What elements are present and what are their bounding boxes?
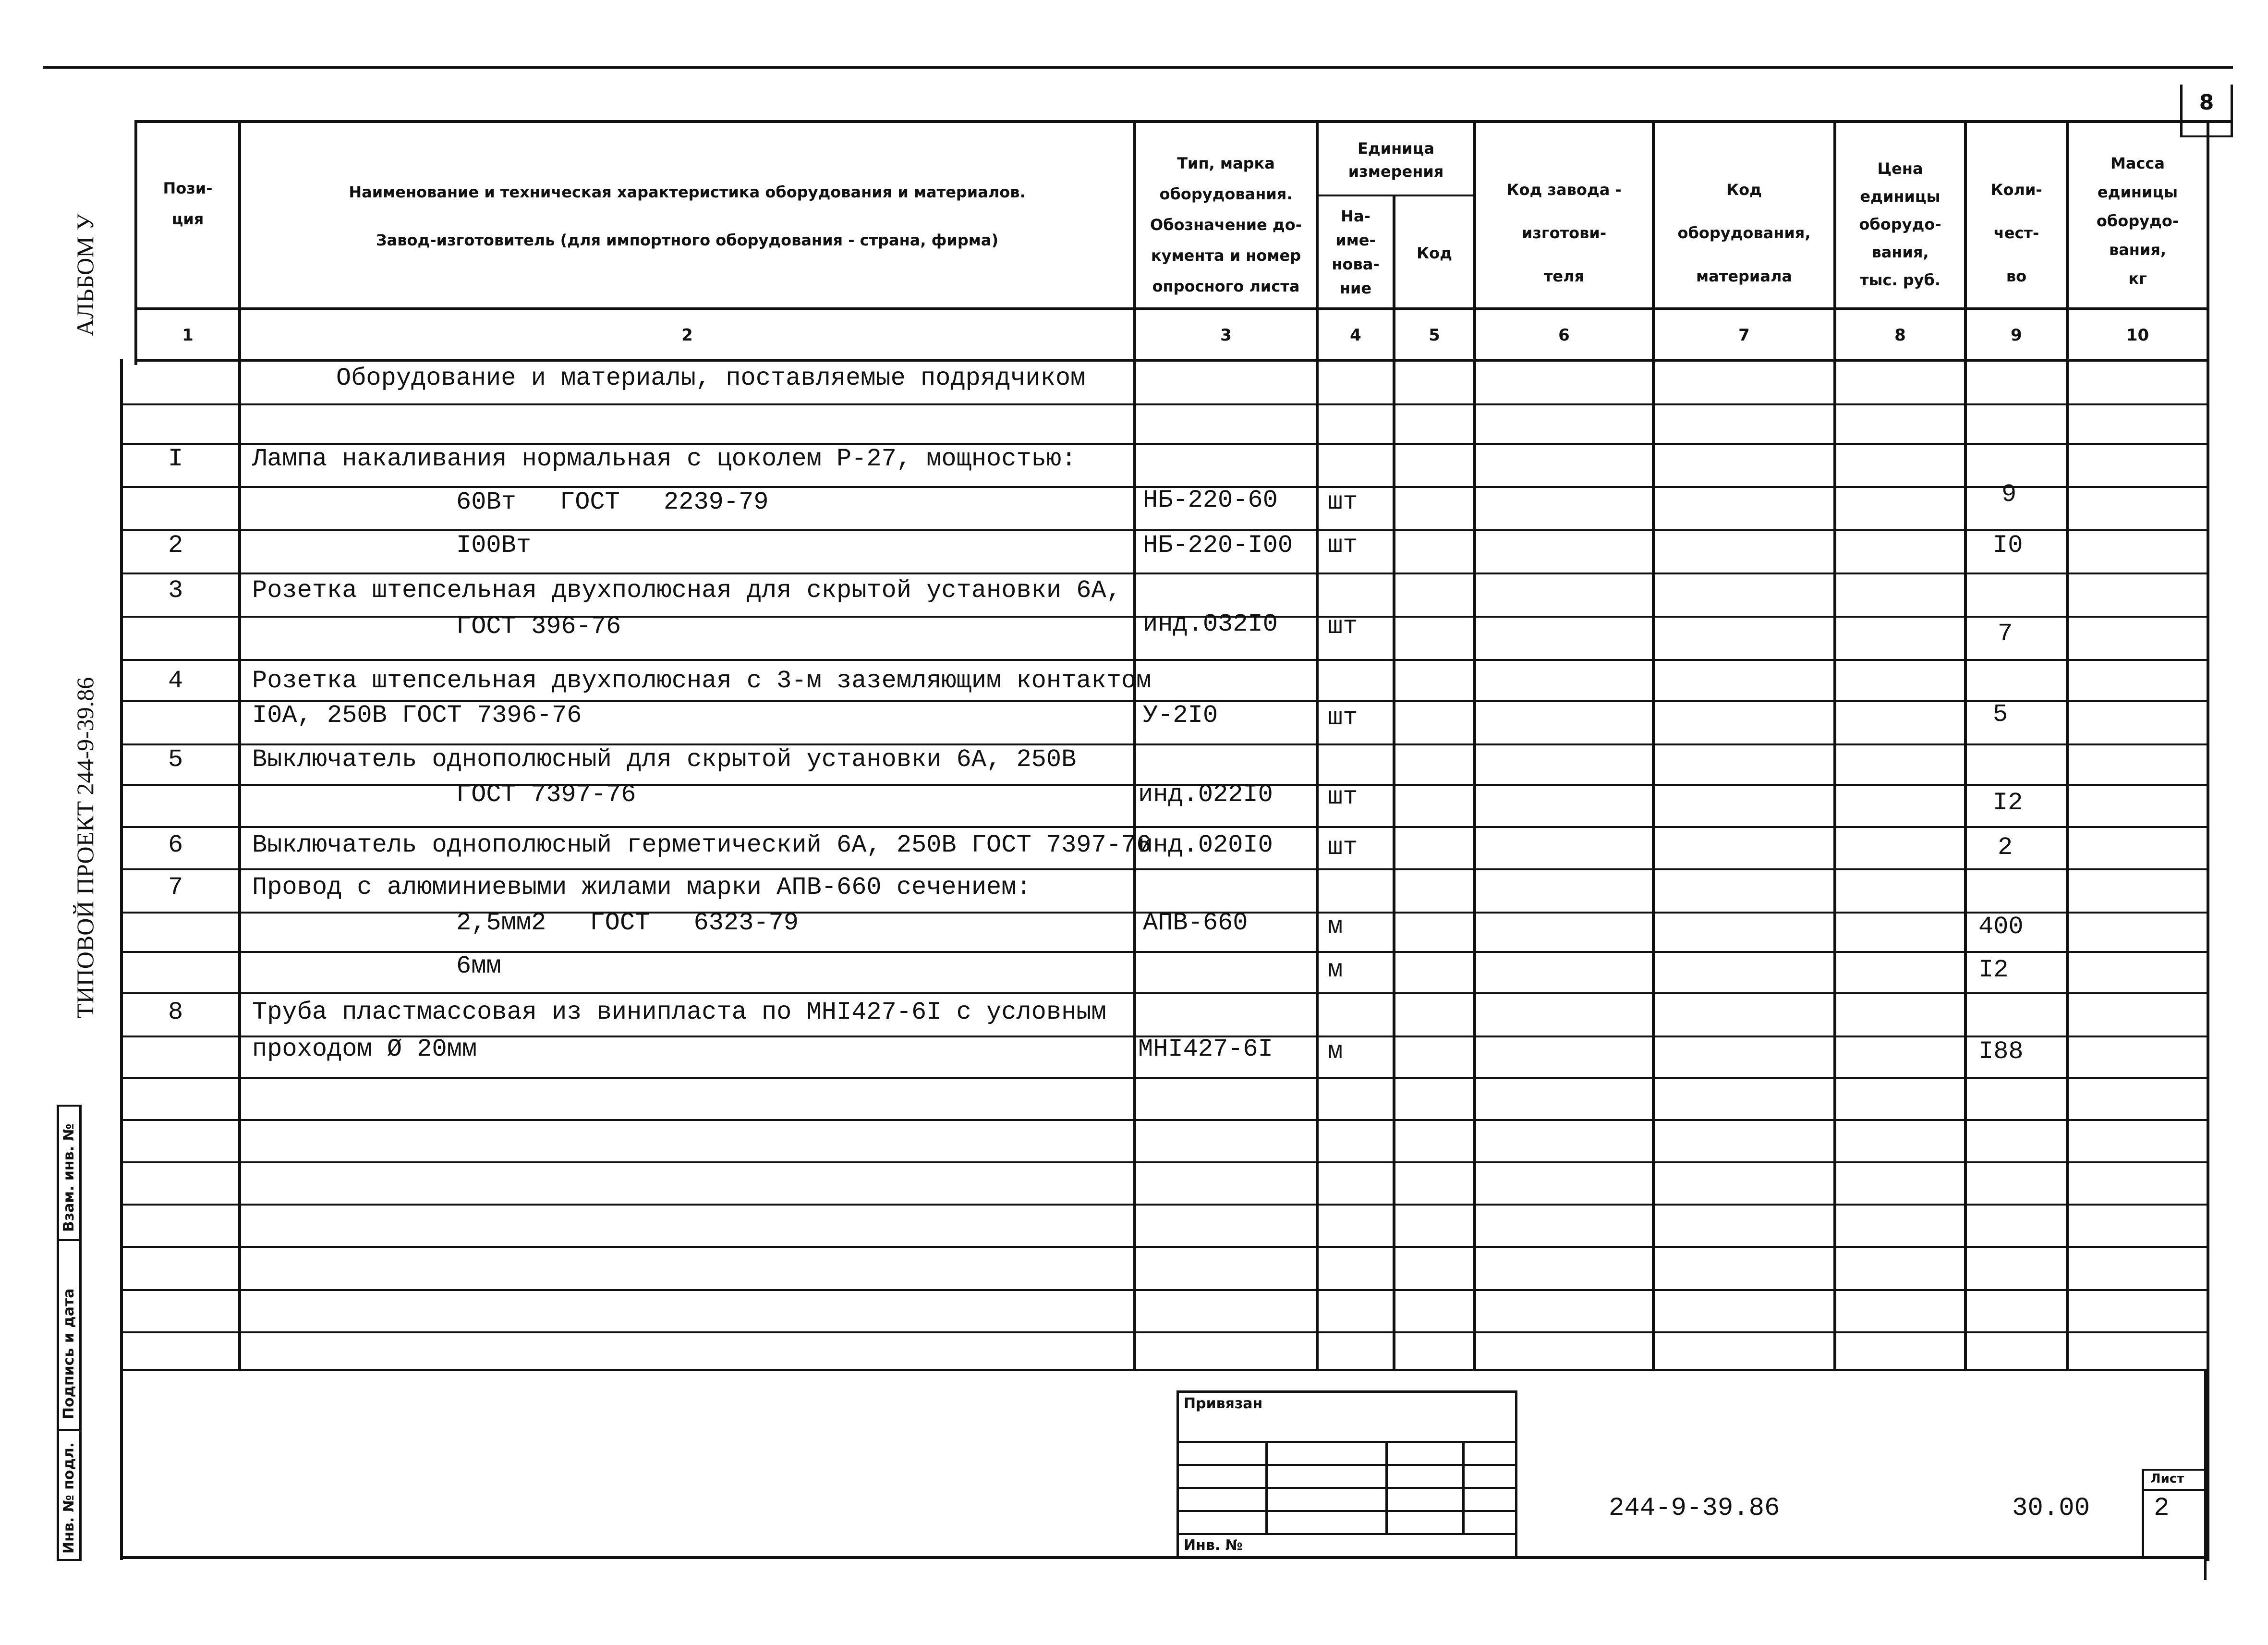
document-page: 8 АЛЬБОМ У ТИПОВОЙ ПРОЕКТ 244-9-39.86 Взам. инв. № Подпись и дата Инв. № подл. Пози- ция Наименование и техническая характеристика оборудования и материалов. Завод-изготовитель (для импортного оборудования - страна, фирма) Тип, марка оборудования. Обозначение до- кумента и номер опросного листа Единица измерения На- име- нова- ние Код Код завода - изготови- теля Код оборудования, материала Цена единицы оборудо- вания, тыс. руб. Коли- чест- во Масса единицы оборудо- вания, кг 1 2 3 4 5 6 7 8 9 10 Оборудование и материалы, поставляемые подрядчиком I Лампа накаливания нормальная с цоколем Р-27, мощностью: 60Вт ГОСТ 2239-79 НБ-220-60 шт 9 2 I00Вт НБ-220-I00 шт I0 3 Розетка штепсельная двухполюсная для скрытой установки 6А, ГОСТ 396-76 инд.032I0 шт 7 4 Розетка штепсельная двухполюсная с 3-м заземляющим контактом I0А, 250В ГОСТ 7396-76 У-2I0 шт 5 5 Выключатель однополюсный для скрытой установки 6А, 250В ГОСТ 7397-76 инд.022I0 шт I2 6 Выключатель однополюсный герметический 6А, 250В ГОСТ 7397-76 инд.020I0 шт 2 7 Провод с алюминиевыми жилами марки АПВ-660 сечением: 2,5мм2 ГОСТ 6323-79 АПВ-660 м 400 6мм м I2 8 Труба пластмассовая из винипласта по МНI427-6I с условным проходом Ø 20мм МНI427-6I м I88 Привязан Инв. № 244-9-39.86 30.00 Лист 2 (0, 0, 2268, 1645)
podpis-label: Подпись и дата (61, 1288, 77, 1419)
header-price: Цена единицы оборудо- вания, тыс. руб. (1859, 159, 1941, 289)
project-label: ТИПОВОЙ ПРОЕКТ 244-9-39.86 (72, 677, 98, 1018)
header-equip-code: Код оборудования, материала (1677, 181, 1811, 285)
album-label: АЛЬБОМ У (72, 213, 98, 336)
header-type: Тип, марка оборудования. Обозначение до- кумента и номер опросного листа (1150, 154, 1302, 295)
vzam-label: Взам. инв. № (61, 1123, 77, 1232)
document-code: 244-9-39.86 (1609, 1494, 1780, 1523)
header-qty: Коли- чест- во (1990, 181, 2042, 285)
header-unit: Единица измерения (1348, 139, 1444, 181)
inv-label: Инв. № подл. (61, 1442, 77, 1554)
privyazan-label: Привязан (1184, 1395, 1263, 1412)
bottom-rule (120, 1556, 2209, 1559)
sheet-code: 30.00 (2012, 1494, 2090, 1523)
header-plant-code: Код завода - изготови- теля (1506, 181, 1622, 285)
list-label: Лист (2150, 1472, 2184, 1486)
top-rule (43, 66, 2233, 69)
header-position: Пози- ция (163, 179, 213, 228)
header-unit-code: Код (1417, 244, 1452, 262)
sheet-corner-number: 8 (2199, 90, 2214, 115)
header-mass: Масса единицы оборудо- вания, кг (2096, 154, 2179, 288)
inv-no-label: Инв. № (1184, 1537, 1243, 1554)
header-name: Наименование и техническая характеристика оборудования и материалов. Завод-изготовитель (для импортного оборудования - страна, фирма) (349, 183, 1026, 249)
header-unit-name: На- име- нова- ние (1332, 207, 1380, 297)
list-number: 2 (2154, 1494, 2170, 1523)
